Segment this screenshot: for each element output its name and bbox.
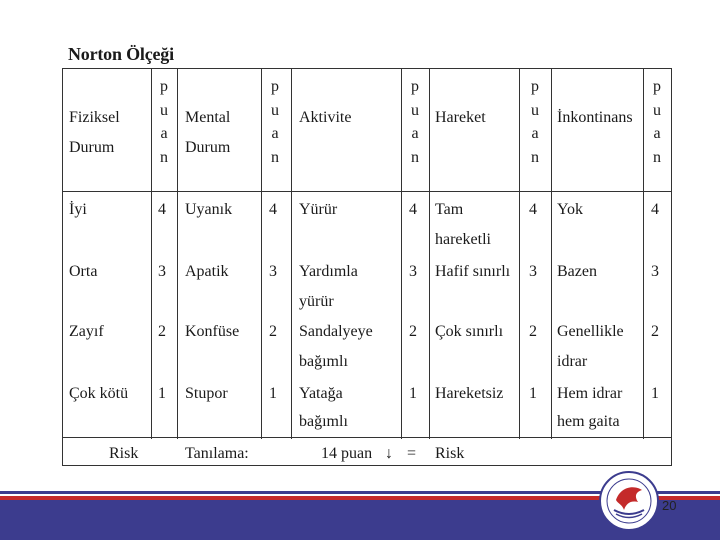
row3-puan4: 2	[529, 323, 537, 340]
row2-hareket: Hafif sınırlı	[435, 263, 511, 280]
row3-puan1: 2	[158, 323, 166, 340]
row1-mental: Uyanık	[185, 201, 233, 218]
header-mental: Mental	[185, 109, 231, 126]
row2-puan5: 3	[651, 263, 659, 280]
column-divider	[177, 69, 178, 439]
row1-inkontinans: Yok	[557, 201, 583, 218]
row3-puan3: 2	[409, 323, 417, 340]
row4-puan5: 1	[651, 385, 659, 402]
footer-risk: Risk	[109, 445, 139, 462]
footer-risk-result: Risk	[435, 445, 465, 462]
puan-header: p u a n	[271, 78, 279, 166]
row4-puan4: 1	[529, 385, 537, 402]
row1-aktivite: Yürür	[299, 201, 338, 218]
row4-puan3: 1	[409, 385, 417, 402]
row2-aktivite-2: yürür	[299, 293, 334, 310]
row4-inkontinans: Hem idrar	[557, 385, 623, 402]
row3-aktivite: Sandalyeye	[299, 323, 373, 340]
footer-tanilama: Tanılama:	[185, 445, 249, 462]
table-title: Norton Ölçeği	[68, 44, 174, 64]
header-inkontinans: İnkontinans	[557, 109, 633, 126]
footer-puan: 14 puan	[321, 445, 373, 462]
row4-inkontinans-2: hem gaita	[557, 413, 620, 430]
row2-fiziksel: Orta	[69, 263, 98, 280]
row1-hareket: Tam	[435, 201, 464, 218]
footer-equals: =	[407, 445, 417, 462]
row4-mental: Stupor	[185, 385, 228, 402]
puan-header: p u a n	[411, 78, 419, 166]
footer-divider	[63, 437, 671, 438]
row2-puan1: 3	[158, 263, 166, 280]
row3-inkontinans: Genellikle	[557, 323, 624, 340]
row2-aktivite: Yardımla	[299, 263, 358, 280]
down-arrow-icon: ↓	[385, 445, 393, 462]
puan-header: p u a n	[160, 78, 168, 166]
row1-puan1: 4	[158, 201, 166, 218]
column-divider	[643, 69, 644, 439]
row4-aktivite: Yatağa	[299, 385, 343, 402]
column-divider	[261, 69, 262, 439]
column-divider	[519, 69, 520, 439]
row3-inkontinans-2: idrar	[557, 353, 588, 370]
header-fiziksel: Fiziksel	[69, 109, 120, 126]
row1-puan2: 4	[269, 201, 277, 218]
university-logo-icon	[598, 470, 660, 532]
row3-mental: Konfüse	[185, 323, 240, 340]
row2-inkontinans: Bazen	[557, 263, 597, 280]
row2-puan4: 3	[529, 263, 537, 280]
row3-puan2: 2	[269, 323, 277, 340]
row4-aktivite-2: bağımlı	[299, 413, 348, 430]
column-divider	[151, 69, 152, 439]
row4-puan2: 1	[269, 385, 277, 402]
row2-mental: Apatik	[185, 263, 229, 280]
row3-fiziksel: Zayıf	[69, 323, 104, 340]
row1-puan4: 4	[529, 201, 537, 218]
header-durum-2: Durum	[185, 139, 231, 156]
row1-hareket-2: hareketli	[435, 231, 491, 248]
row3-puan5: 2	[651, 323, 659, 340]
header-hareket: Hareket	[435, 109, 486, 126]
header-durum: Durum	[69, 139, 115, 156]
column-divider	[291, 69, 292, 439]
column-divider	[429, 69, 430, 439]
row4-puan1: 1	[158, 385, 166, 402]
puan-header: p u a n	[531, 78, 539, 166]
column-divider	[551, 69, 552, 439]
row3-hareket: Çok sınırlı	[435, 323, 504, 340]
row4-fiziksel: Çok kötü	[69, 385, 129, 402]
header-divider	[63, 191, 671, 192]
column-divider	[401, 69, 402, 439]
header-aktivite: Aktivite	[299, 109, 352, 126]
norton-scale-table	[62, 68, 672, 466]
row1-fiziksel: İyi	[69, 201, 87, 218]
row3-aktivite-2: bağımlı	[299, 353, 348, 370]
row2-puan2: 3	[269, 263, 277, 280]
row1-puan3: 4	[409, 201, 417, 218]
row2-puan3: 3	[409, 263, 417, 280]
page-number: 20	[662, 498, 677, 513]
puan-header: p u a n	[653, 78, 661, 166]
row4-hareket: Hareketsiz	[435, 385, 504, 402]
row1-puan5: 4	[651, 201, 659, 218]
